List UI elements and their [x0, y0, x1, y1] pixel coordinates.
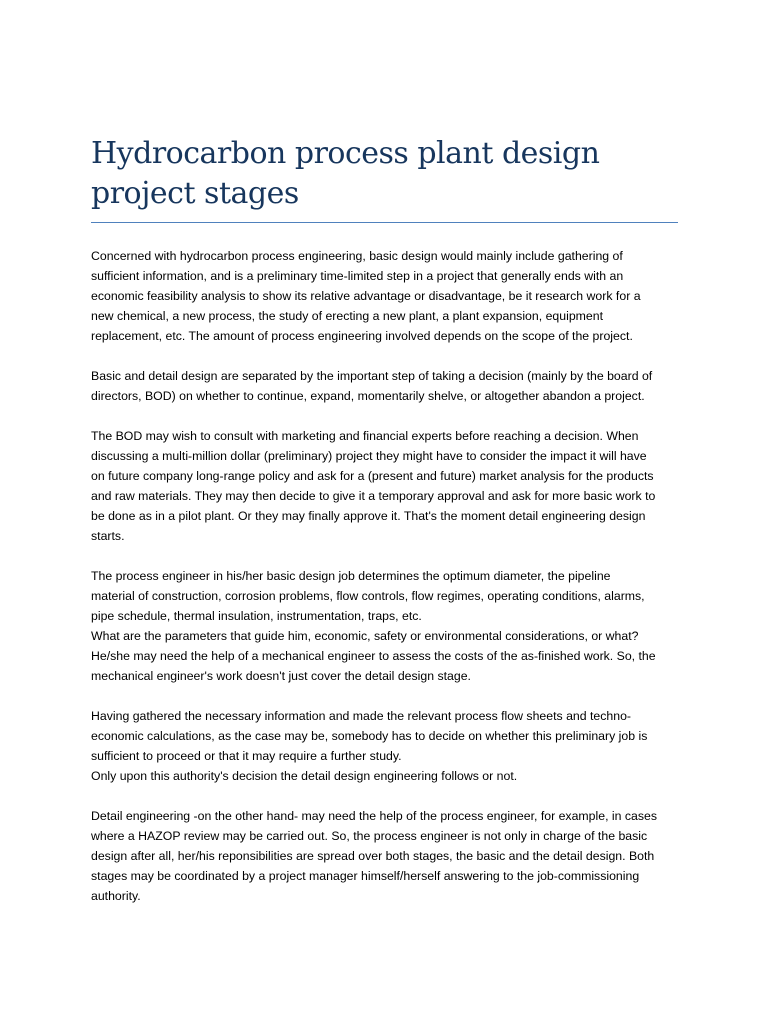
text-line: sufficient to proceed or that it may require a further study.: [91, 749, 402, 763]
text-line: pipe schedule, thermal insulation, instrumentation, traps, etc.: [91, 609, 422, 623]
text-line: be done as in a pilot plant. Or they may finally approve it. That's the moment detail engineering design: [91, 509, 646, 523]
title-underline-divider: [91, 222, 678, 223]
text-line: Concerned with hydrocarbon process engineering, basic design would mainly include gathering of: [91, 249, 623, 263]
paragraph-basic-design: [91, 246, 678, 346]
paragraph-process-engineer: [91, 566, 678, 686]
title-line: project stages: [91, 176, 299, 211]
text-line: replacement, etc. The amount of process engineering involved depends on the scope of the project.: [91, 329, 633, 343]
text-line: design after all, her/his reponsibilities are spread over both stages, the basic and the detail design. Both: [91, 849, 655, 863]
text-line: He/she may need the help of a mechanical engineer to assess the costs of the as-finished work. So, the: [91, 649, 656, 663]
text-line: Detail engineering -on the other hand- may need the help of the process engineer, for example, in cases: [91, 809, 658, 823]
text-line: sufficient information, and is a preliminary time-limited step in a project that generally ends with an: [91, 269, 624, 283]
paragraph-gathered-information: [91, 706, 678, 786]
paragraph-decision-step: [91, 366, 678, 406]
text-line: mechanical engineer's work doesn't just cover the detail design stage.: [91, 669, 471, 683]
text-line: What are the parameters that guide him, economic, safety or environmental considerations, or what?: [91, 629, 639, 643]
title-line: Hydrocarbon process plant design: [91, 136, 600, 171]
document-content: [91, 134, 678, 926]
text-line: new chemical, a new process, the study of erecting a new plant, a plant expansion, equipment: [91, 309, 603, 323]
paragraph-bod-consult: [91, 426, 678, 546]
text-line: material of construction, corrosion problems, flow controls, flow regimes, operating conditions, alarms,: [91, 589, 645, 603]
text-line: Having gathered the necessary information and made the relevant process flow sheets and techno-: [91, 709, 632, 723]
text-line: authority.: [91, 889, 141, 903]
text-line: Only upon this authority's decision the detail design engineering follows or not.: [91, 769, 518, 783]
document-title: [91, 134, 678, 222]
text-line: directors, BOD) on whether to continue, expand, momentarily shelve, or altogether abandon a project.: [91, 389, 645, 403]
text-line: on future company long-range policy and ask for a (present and future) market analysis for the products: [91, 469, 654, 483]
text-line: where a HAZOP review may be carried out. So, the process engineer is not only in charge of the basic: [91, 829, 648, 843]
text-line: stages may be coordinated by a project manager himself/herself answering to the job-commissioning: [91, 869, 640, 883]
text-line: economic feasibility analysis to show its relative advantage or disadvantage, be it research work for a: [91, 289, 641, 303]
text-line: and raw materials. They may then decide to give it a temporary approval and ask for more basic work to: [91, 489, 656, 503]
text-line: Basic and detail design are separated by the important step of taking a decision (mainly by the board of: [91, 369, 653, 383]
text-line: The BOD may wish to consult with marketing and financial experts before reaching a decision. When: [91, 429, 639, 443]
text-line: discussing a multi-million dollar (preliminary) project they might have to consider the impact it will have: [91, 449, 647, 463]
text-line: starts.: [91, 529, 125, 543]
paragraph-detail-engineering: [91, 806, 678, 906]
text-line: economic calculations, as the case may be, somebody has to decide on whether this preliminary job is: [91, 729, 648, 743]
text-line: The process engineer in his/her basic design job determines the optimum diameter, the pipeline: [91, 569, 611, 583]
